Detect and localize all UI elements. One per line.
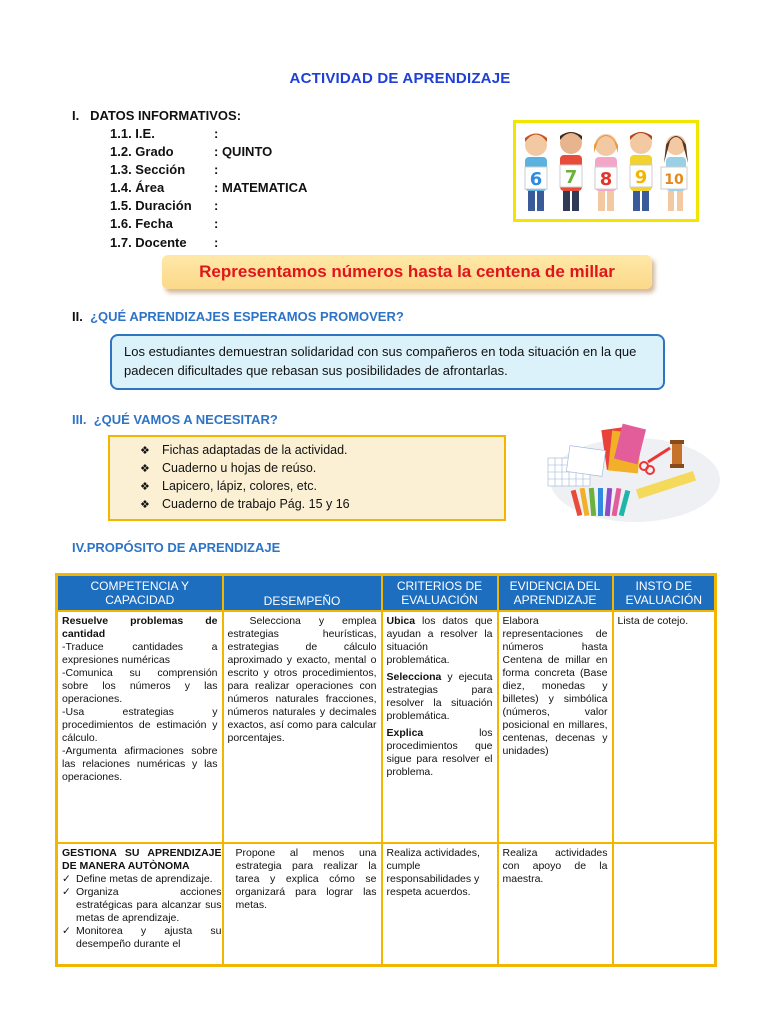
criterios-cell: Realiza actividades, cumple responsabilidades y respeta acuerdos. bbox=[382, 843, 498, 965]
proposito-heading: IV.PROPÓSITO DE APRENDIZAJE bbox=[72, 540, 281, 555]
document-title: ACTIVIDAD DE APRENDIZAJE bbox=[289, 70, 511, 87]
school-supplies-illustration bbox=[540, 418, 720, 523]
info-label: 1.6. Fecha bbox=[110, 216, 173, 231]
capacidad-text: Organiza acciones estratégicas para alcanzar sus metas de aprendizaje. bbox=[76, 886, 222, 924]
criterio-text: los procedimientos que sigue para resolver el problema. bbox=[386, 727, 493, 778]
info-row-ie bbox=[110, 126, 218, 141]
diamond-bullet-icon: ❖ bbox=[140, 445, 150, 457]
necesitar-heading bbox=[72, 412, 278, 427]
kids-numbers-illustration bbox=[513, 120, 699, 222]
criterio-item bbox=[387, 615, 493, 667]
info-row-grado bbox=[110, 144, 272, 159]
criterio-verb: Ubica bbox=[386, 615, 416, 627]
info-row-duracion bbox=[110, 198, 218, 213]
criterio-item bbox=[387, 671, 493, 723]
capacidad-item: -Traduce cantidades a expresiones numéricas bbox=[62, 641, 218, 666]
aprendizajes-heading-text: ¿QUÉ APRENDIZAJES ESPERAMOS PROMOVER? bbox=[90, 309, 404, 324]
materials-item-text: Cuaderno u hojas de reúso. bbox=[162, 461, 317, 475]
capacidad-item bbox=[62, 873, 222, 886]
info-value: : bbox=[214, 198, 219, 213]
capacidad-item: -Comunica su comprensión sobre los números y las operaciones. bbox=[62, 667, 218, 705]
criterio-verb: Selecciona bbox=[386, 671, 442, 683]
materials-item bbox=[140, 495, 504, 513]
capacidad-item: -Usa estrategias y procedimientos de estimación y cálculo. bbox=[62, 706, 218, 744]
kid-5 bbox=[661, 135, 688, 211]
competencia-title: GESTIONA SU APRENDIZAJE DE MANERA AUTÒNOMA bbox=[62, 847, 222, 872]
kid-number: 9 bbox=[634, 167, 648, 188]
datos-heading bbox=[72, 108, 241, 123]
capacidad-item bbox=[62, 886, 222, 925]
info-label: 1.3. Sección bbox=[110, 162, 186, 177]
criterio-verb: Explica bbox=[386, 727, 424, 739]
kid-3 bbox=[594, 134, 618, 211]
checkmark-icon: ✓ bbox=[62, 873, 71, 885]
info-value: : bbox=[214, 126, 219, 141]
capacidad-item: -Argumenta afirmaciones sobre las relaciones numéricas y las operaciones. bbox=[62, 745, 218, 783]
info-label: 1.4. Área bbox=[110, 180, 165, 195]
info-label: 1.2. Grado bbox=[110, 144, 174, 159]
learning-purpose-table bbox=[55, 573, 717, 967]
evidencia-cell: Elabora representaciones de números hasta Centena de millar en forma concreta (Base diez, monedas y billetes) y simbólica (números, valor posicional en millares, centenas, decenas y unidades) bbox=[498, 611, 613, 843]
aprendizajes-heading bbox=[72, 309, 404, 324]
desempeno-cell: Propone al menos una estrategia para realizar la tarea y explica cómo se organizará para lograr las metas. bbox=[223, 843, 382, 965]
kid-number: 6 bbox=[529, 169, 543, 190]
criterio-item bbox=[387, 727, 493, 779]
supplies-svg bbox=[540, 418, 720, 523]
materials-box bbox=[108, 435, 506, 521]
competencia-cell bbox=[57, 611, 223, 843]
col-header-competencia: COMPETENCIA Y CAPACIDAD bbox=[57, 575, 223, 612]
info-row-seccion bbox=[110, 162, 218, 177]
materials-item bbox=[140, 459, 504, 477]
info-row-area bbox=[110, 180, 307, 195]
desempeno-cell bbox=[223, 611, 382, 843]
info-label: 1.5. Duración bbox=[110, 198, 192, 213]
diamond-bullet-icon: ❖ bbox=[140, 499, 150, 511]
desempeno-text: Selecciona y emplea estrategias heurísticas, estrategias de cálculo aproximado y exacto, mental o escrito y otros procedimientos, para realizar operaciones con números naturales fracciones, números naturales y decimales exactos, así como para calcular porcentajes. bbox=[227, 615, 377, 744]
datos-heading-text: DATOS INFORMATIVOS: bbox=[90, 108, 242, 123]
necesitar-heading-num: III. bbox=[72, 412, 87, 427]
criterio-text: y ejecuta estrategias para resolver la situación problemática. bbox=[386, 671, 493, 722]
instrumento-cell bbox=[613, 843, 716, 965]
criterios-cell bbox=[382, 611, 498, 843]
info-value: : MATEMATICA bbox=[214, 180, 308, 195]
col-header-evidencia: EVIDENCIA DEL APRENDIZAJE bbox=[498, 575, 613, 612]
capacidad-item bbox=[62, 925, 222, 951]
materials-item-text: Lapicero, lápiz, colores, etc. bbox=[162, 479, 317, 493]
materials-item-text: Fichas adaptadas de la actividad. bbox=[162, 443, 348, 457]
capacidad-text: Monitorea y ajusta su desempeño durante el bbox=[76, 925, 222, 950]
kid-number: 10 bbox=[664, 172, 684, 188]
col-header-criterios: CRITERIOS DE EVALUACIÓN bbox=[382, 575, 498, 612]
kid-4 bbox=[630, 132, 652, 211]
info-row-fecha bbox=[110, 216, 218, 231]
checkmark-icon: ✓ bbox=[62, 925, 71, 937]
diamond-bullet-icon: ❖ bbox=[140, 463, 150, 475]
kid-2 bbox=[560, 132, 582, 211]
info-value: : bbox=[214, 216, 219, 231]
col-header-desempeno: DESEMPEÑO bbox=[223, 575, 382, 612]
kid-number: 8 bbox=[599, 169, 613, 190]
evidencia-cell: Realiza actividades con apoyo de la maestra. bbox=[498, 843, 613, 965]
info-value: : bbox=[214, 235, 219, 250]
info-row-docente bbox=[110, 235, 218, 250]
checkmark-icon: ✓ bbox=[62, 886, 71, 898]
materials-item-text: Cuaderno de trabajo Pág. 15 y 16 bbox=[162, 497, 350, 511]
kid-1 bbox=[525, 134, 547, 212]
table-row bbox=[57, 611, 716, 843]
info-value: : bbox=[214, 162, 219, 177]
diamond-bullet-icon: ❖ bbox=[140, 481, 150, 493]
info-label: 1.7. Docente bbox=[110, 235, 187, 250]
instrumento-cell: Lista de cotejo. bbox=[613, 611, 716, 843]
materials-item bbox=[140, 441, 504, 459]
competencia-cell bbox=[57, 843, 223, 965]
necesitar-heading-text: ¿QUÉ VAMOS A NECESITAR? bbox=[93, 412, 278, 427]
competencia-title: Resuelve problemas de cantidad bbox=[62, 615, 218, 640]
aprendizajes-heading-num: II. bbox=[72, 309, 83, 324]
info-value: : QUINTO bbox=[214, 144, 273, 159]
table-header-row bbox=[57, 575, 716, 612]
materials-item bbox=[140, 477, 504, 495]
criterio-text: los datos que ayudan a resolver la situación problemática. bbox=[386, 615, 493, 666]
capacidad-text: Define metas de aprendizaje. bbox=[76, 873, 213, 885]
aprendizajes-box: Los estudiantes demuestran solidaridad con sus compañeros en toda situación en la que padecen dificultades que rebasan sus posibilidades de afrontarlas. bbox=[110, 334, 665, 390]
datos-heading-num: I. bbox=[72, 108, 80, 123]
table-row bbox=[57, 843, 716, 965]
activity-title-banner: Representamos números hasta la centena de millar bbox=[162, 255, 652, 289]
col-header-instrumento: INSTO DE EVALUACIÓN bbox=[613, 575, 716, 612]
kids-svg bbox=[516, 123, 696, 219]
info-label: 1.1. I.E. bbox=[110, 126, 155, 141]
kid-number: 7 bbox=[564, 167, 578, 188]
